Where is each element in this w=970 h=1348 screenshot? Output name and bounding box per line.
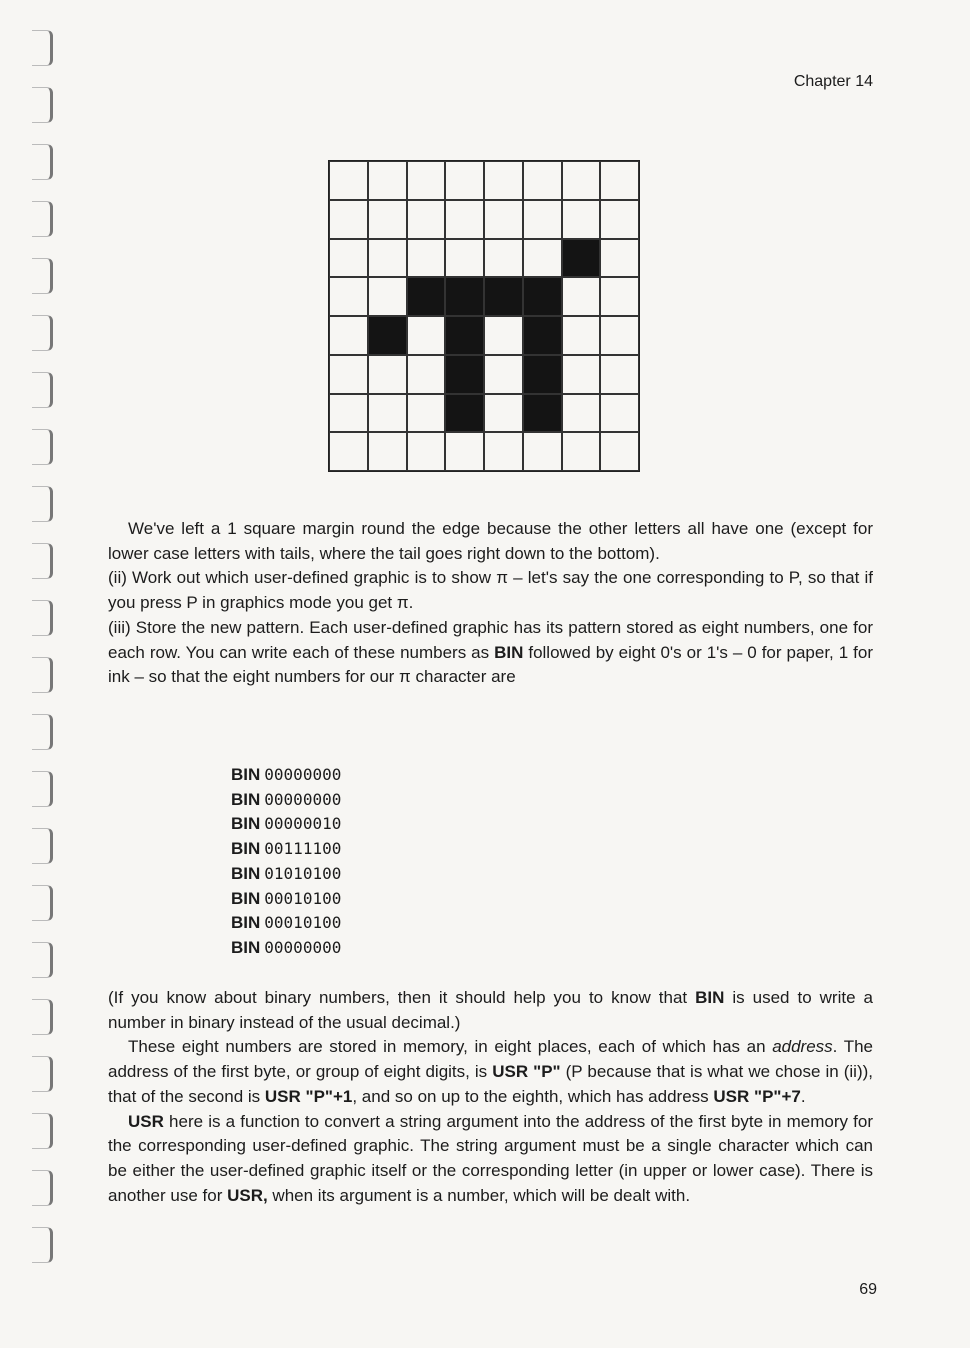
grid-cell-paper: [484, 200, 523, 239]
grid-cell-ink: [407, 277, 446, 316]
grid-cell-paper: [600, 394, 639, 433]
keyword-usr: USR "P"+7: [713, 1086, 801, 1106]
bin-line: [231, 837, 341, 862]
grid-cell-paper: [407, 432, 446, 471]
grid-cell-paper: [600, 200, 639, 239]
grid-cell-ink: [523, 355, 562, 394]
binding-ring: [32, 942, 53, 978]
text-run: (If you know about binary numbers, then it should help you to know that: [108, 988, 696, 1007]
binding-ring: [32, 258, 53, 294]
binding-ring: [32, 315, 53, 351]
bin-keyword: BIN: [231, 839, 261, 859]
grid-cell-paper: [368, 161, 407, 200]
bin-keyword: BIN: [231, 814, 261, 834]
bin-digits: 00010100: [264, 888, 342, 908]
grid-cell-ink: [445, 316, 484, 355]
bin-line: [231, 911, 341, 936]
grid-cell-paper: [329, 239, 368, 278]
page-number: 69: [859, 1281, 877, 1298]
grid-cell-paper: [484, 432, 523, 471]
bin-listing: [231, 763, 341, 961]
term-address: address: [772, 1037, 833, 1057]
binding-ring: [32, 999, 53, 1035]
grid-cell-paper: [368, 200, 407, 239]
bin-keyword: BIN: [231, 937, 261, 957]
text-run: These eight numbers are stored in memory, in eight places, each of which has an: [128, 1037, 773, 1057]
grid-cell-paper: [484, 355, 523, 394]
grid-cell-paper: [368, 355, 407, 394]
text-run: followed by eight 0's or 1's – 0 for paper, 1 for ink – so that the eight numbers for our π character are: [108, 642, 873, 687]
text-run: .: [800, 1086, 806, 1106]
grid-cell-paper: [484, 161, 523, 200]
body-text-bottom: [108, 986, 873, 1208]
grid-cell-paper: [523, 432, 562, 471]
grid-cell-paper: [523, 161, 562, 200]
keyword-usr: USR: [128, 1111, 164, 1131]
bin-line: [231, 788, 341, 813]
grid-cell-paper: [562, 316, 601, 355]
grid-cell-ink: [368, 316, 407, 355]
grid-cell-paper: [368, 239, 407, 278]
grid-cell-paper: [484, 394, 523, 433]
binding-ring: [32, 885, 53, 921]
grid-cell-ink: [445, 394, 484, 433]
grid-cell-paper: [329, 316, 368, 355]
binding-ring: [32, 714, 53, 750]
grid-cell-paper: [368, 394, 407, 433]
binding-ring: [32, 543, 53, 579]
grid-cell-paper: [329, 432, 368, 471]
grid-cell-paper: [562, 161, 601, 200]
body-text-top: [108, 517, 873, 690]
grid-cell-ink: [523, 316, 562, 355]
keyword-usr: USR "P"+1: [264, 1086, 353, 1106]
bin-keyword: BIN: [231, 789, 261, 809]
binding-ring: [32, 828, 53, 864]
text-run: , and so on up to the eighth, which has address: [352, 1086, 714, 1106]
paragraph-step-ii: (ii) Work out which user-defined graphic is to show π – let's say the one corresponding to P, so that if you press P in graphics mode you get π.: [108, 568, 873, 613]
grid-cell-paper: [484, 316, 523, 355]
grid-cell-paper: [407, 239, 446, 278]
paragraph-binary-note: [108, 986, 873, 1035]
paragraph-margin: We've left a 1 square margin round the edge because the other letters all have one (except for lower case letters with tails, where the tail goes right down to the bottom).: [108, 519, 873, 563]
bin-keyword: BIN: [231, 888, 261, 908]
binding-ring: [32, 1056, 53, 1092]
grid-cell-paper: [600, 277, 639, 316]
bin-digits: 01010100: [264, 863, 342, 883]
grid-cell-paper: [329, 161, 368, 200]
bin-digits: 00000000: [264, 765, 342, 784]
grid-cell-paper: [407, 200, 446, 239]
keyword-usr: USR "P": [492, 1062, 561, 1082]
grid-cell-paper: [445, 239, 484, 278]
grid-cell-paper: [368, 277, 407, 316]
binding-ring: [32, 201, 53, 237]
binding-ring: [32, 486, 53, 522]
grid-cell-paper: [329, 200, 368, 239]
bin-keyword: BIN: [231, 913, 261, 933]
spiral-binding: [22, 30, 52, 1330]
bin-digits: 00111100: [264, 839, 342, 859]
binding-ring: [32, 657, 53, 693]
grid-cell-paper: [562, 200, 601, 239]
text-run: is used to write a number in binary instead of the usual decimal.): [108, 988, 873, 1032]
text-run: (P because that is what we chose in (ii)), that of the second is: [108, 1062, 873, 1106]
grid-cell-paper: [445, 161, 484, 200]
grid-cell-ink: [523, 277, 562, 316]
grid-cell-paper: [407, 316, 446, 355]
text-run: when its argument is a number, which will be dealt with.: [267, 1185, 691, 1205]
pi-character-grid: [328, 160, 640, 472]
grid-cell-paper: [600, 316, 639, 355]
text-run: (iii) Store the new pattern. Each user-defined graphic has its pattern stored as eight numbers, one for each row. You can write each of these numbers as: [108, 617, 873, 662]
binding-ring: [32, 87, 53, 123]
grid-cell-paper: [407, 161, 446, 200]
binding-ring: [32, 1113, 53, 1149]
grid-cell-paper: [562, 394, 601, 433]
bin-keyword: BIN: [231, 863, 261, 883]
grid-cell-paper: [445, 432, 484, 471]
text-run: here is a function to convert a string argument into the address of the first byte in memory for the corresponding user-defined graphic. The string argument must be a single character which can be either the user-defined graphic itself or the corresponding letter (in upper or lower case). There is another use for: [108, 1111, 873, 1205]
grid-cell-paper: [329, 355, 368, 394]
binding-ring: [32, 372, 53, 408]
grid-cell-paper: [407, 355, 446, 394]
bin-line: [231, 763, 341, 788]
bin-digits: 00000000: [264, 937, 342, 957]
bin-line: [231, 936, 341, 961]
binding-ring: [32, 600, 53, 636]
binding-ring: [32, 429, 53, 465]
grid-cell-paper: [600, 239, 639, 278]
grid-cell-paper: [600, 355, 639, 394]
bin-line: [231, 812, 341, 837]
grid-cell-paper: [329, 277, 368, 316]
grid-cell-paper: [562, 432, 601, 471]
bin-digits: 00000010: [264, 814, 342, 834]
grid-cell-paper: [484, 239, 523, 278]
binding-ring: [32, 771, 53, 807]
grid-cell-paper: [600, 161, 639, 200]
binding-ring: [32, 1227, 53, 1263]
keyword-bin: BIN: [695, 988, 725, 1007]
grid-cell-paper: [523, 200, 562, 239]
text-run: . The address of the first byte, or group of eight digits, is: [108, 1037, 873, 1082]
grid-cell-paper: [523, 239, 562, 278]
grid-cell-ink: [445, 355, 484, 394]
grid-cell-paper: [445, 200, 484, 239]
grid-cell-paper: [329, 394, 368, 433]
paragraph-usr: [108, 1110, 873, 1209]
binding-ring: [32, 1170, 53, 1206]
bin-digits: 00000000: [264, 789, 342, 809]
grid-cell-ink: [484, 277, 523, 316]
binding-ring: [32, 30, 53, 66]
grid-cell-paper: [368, 432, 407, 471]
chapter-heading: Chapter 14: [793, 73, 873, 90]
grid-cell-paper: [600, 432, 639, 471]
bin-digits: 00010100: [264, 913, 342, 933]
paragraph-memory: [108, 1035, 873, 1109]
paragraph-step-iii: [108, 616, 873, 690]
keyword-usr: USR,: [227, 1185, 268, 1205]
bin-keyword: BIN: [231, 765, 261, 784]
keyword-bin: BIN: [494, 642, 524, 662]
grid-cell-paper: [562, 355, 601, 394]
grid-cell-paper: [562, 277, 601, 316]
binding-ring: [32, 144, 53, 180]
bin-line: [231, 887, 341, 912]
grid-cell-ink: [445, 277, 484, 316]
grid-cell-paper: [407, 394, 446, 433]
grid-cell-ink: [562, 239, 601, 278]
bin-line: [231, 862, 341, 887]
grid-cell-ink: [523, 394, 562, 433]
